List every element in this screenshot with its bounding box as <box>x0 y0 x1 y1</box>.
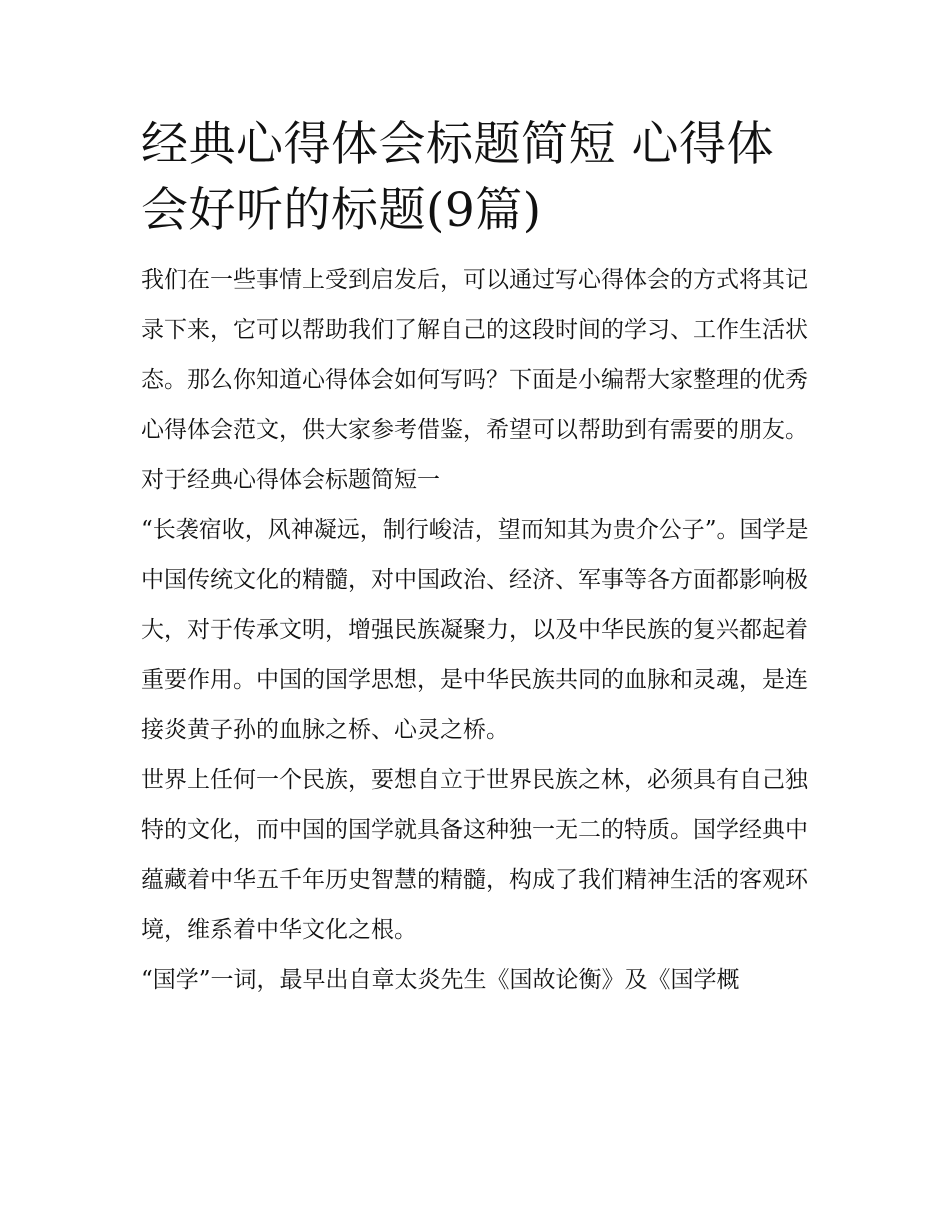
intro-paragraph: 我们在一些事情上受到启发后，可以通过写心得体会的方式将其记录下来，它可以帮助我们了解自己的这段时间的学习、工作生活状态。那么你知道心得体会如何写吗？下面是小编帮大家整理的优秀心得体会范文，供大家参考借鉴，希望可以帮助到有需要的朋友。 <box>141 267 808 443</box>
body-paragraph: 世界上任何一个民族，要想自立于世界民族之林，必须具有自己独特的文化，而中国的国学就具备这种独一无二的特质。国学经典中蕴藏着中华五千年历史智慧的精髓，构成了我们精神生活的客观环境，维系着中华文化之根。 <box>141 767 808 943</box>
body-paragraph: “长袭宿收，风神凝远，制行峻洁，望而知其为贵介公子”。国学是中国传统文化的精髓，对中国政治、经济、军事等各方面都影响极大，对于传承文明，增强民族凝聚力，以及中华民族的复兴都起着重要作用。中国的国学思想，是中华民族共同的血脉和灵魂，是连接炎黄子孙的血脉之桥、心灵之桥。 <box>141 517 809 743</box>
document-title: 经典心得体会标题简短 心得体会好听的标题(9篇) <box>141 117 774 238</box>
document-content <box>141 112 813 1005</box>
section-heading: 对于经典心得体会标题简短一 <box>141 467 440 493</box>
body-paragraph: “国学”一词，最早出自章太炎先生《国故论衡》及《国学概 <box>141 967 740 993</box>
document-body <box>141 255 813 1005</box>
